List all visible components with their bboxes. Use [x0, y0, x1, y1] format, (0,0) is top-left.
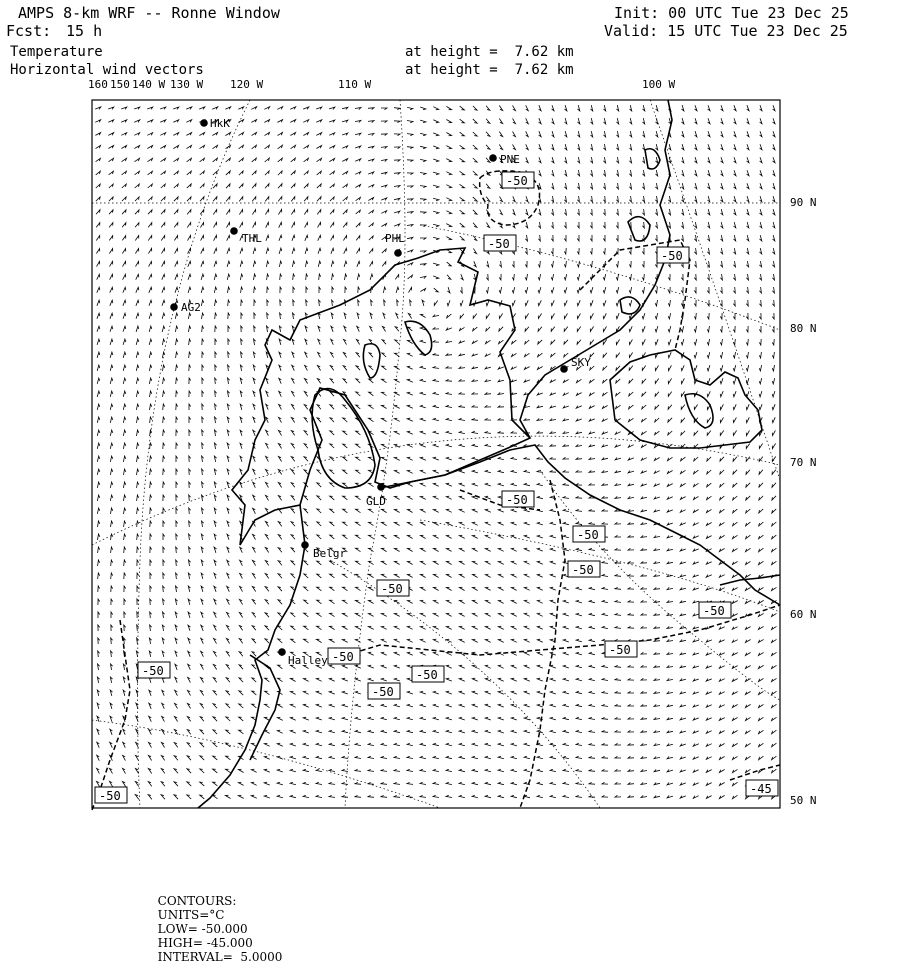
contour-legend [150, 880, 296, 964]
lon-label-110: 110 W [338, 78, 372, 91]
station-gld-label: GLD [366, 495, 386, 508]
contour-label-15-text: -45 [750, 782, 772, 796]
contour-label-8 [699, 602, 731, 618]
graticule-ring-inner [92, 720, 440, 808]
contour-label-13-text: -50 [372, 685, 394, 699]
graticule [92, 100, 780, 808]
contour-label-4-text: -50 [506, 493, 528, 507]
station-ag2-label: AG2 [181, 301, 201, 314]
height-temperature: at height = 7.62 km [405, 44, 574, 60]
contour-label-3-text: -50 [661, 249, 683, 263]
station-phl-marker [394, 249, 402, 257]
lon-label-160: 160 [88, 78, 108, 91]
station-hkk-label: HkK [210, 117, 230, 130]
lat-label-90: 90 N [790, 196, 817, 209]
wind-vectors [95, 105, 776, 800]
plot-frame [92, 100, 780, 808]
graticule-lat-70 [92, 436, 780, 545]
field-temperature-label: Temperature [10, 44, 103, 60]
lon-label-130: 130 W [170, 78, 204, 91]
contour-label-5-text: -50 [577, 528, 599, 542]
contour-label-14 [95, 787, 127, 803]
station-hkk [200, 117, 230, 130]
contour-label-4 [502, 491, 534, 507]
contours-label: CONTOURS: [157, 894, 237, 908]
map-title: AMPS 8-km WRF -- Ronne Window [18, 4, 280, 22]
station-belgr-marker [301, 541, 309, 549]
contour-label-15 [746, 780, 778, 796]
contour-label-6 [568, 561, 600, 577]
wind-vector-field [95, 105, 776, 800]
lon-label-100: 100 W [642, 78, 676, 91]
station-pne-marker [489, 154, 497, 162]
lat-label-50: 50 N [790, 794, 817, 807]
station-belgr-label: Belgr [313, 547, 347, 560]
coastline [198, 100, 780, 808]
station-sky [560, 356, 591, 373]
contour-label-13 [368, 683, 400, 699]
station-gld [366, 483, 386, 508]
contour-label-5 [573, 526, 605, 542]
graticule-ring-3 [540, 470, 780, 700]
lon-label-120: 120 W [230, 78, 264, 91]
east-coast-mainland [520, 100, 672, 438]
station-thl-marker [230, 227, 238, 235]
contour-label-2-text: -50 [488, 237, 510, 251]
field-wind-label: Horizontal wind vectors [10, 62, 204, 78]
contour-label-10 [328, 648, 360, 664]
coats-land-coast [720, 575, 780, 585]
temperature-contours [92, 171, 780, 810]
contour-label-7 [377, 580, 409, 596]
contour-label-2 [484, 235, 516, 251]
station-pne-label: PNE [500, 153, 520, 166]
station-gld-marker [377, 483, 385, 491]
east-islands [620, 149, 660, 314]
station-thl [230, 227, 262, 245]
graticule-lon-120 [138, 100, 251, 808]
init-time: Init: 00 UTC Tue 23 Dec 25 [614, 4, 849, 22]
contour-label-14-text: -50 [99, 789, 121, 803]
graticule-lon-110 [345, 100, 405, 808]
station-hkk-marker [200, 119, 208, 127]
station-halley-label: Halley [288, 654, 328, 667]
contour-label-3 [657, 247, 689, 263]
contour-label-layer [95, 172, 778, 803]
station-phl-label: PHL [385, 232, 405, 245]
station-sky-marker [560, 365, 568, 373]
contour-label-12 [412, 666, 444, 682]
station-ag2 [170, 301, 201, 314]
contour-label-10-text: -50 [332, 650, 354, 664]
contour-label-6-text: -50 [572, 563, 594, 577]
lat-label-70: 70 N [790, 456, 817, 469]
contour-minus50-b [92, 620, 130, 810]
contours-units: UNITS=°C [157, 908, 225, 922]
station-pne [489, 153, 520, 166]
contour-label-11-text: -50 [142, 664, 164, 678]
lon-label-150: 150 [110, 78, 130, 91]
graticule-lat-80 [420, 225, 780, 330]
contour-label-7-text: -50 [381, 582, 403, 596]
contours-low: LOW= -50.000 [157, 922, 248, 936]
korff-ice-rise [363, 344, 380, 378]
valid-time: Valid: 15 UTC Tue 23 Dec 25 [604, 22, 848, 40]
lat-label-60: 60 N [790, 608, 817, 621]
height-wind: at height = 7.62 km [405, 62, 574, 78]
station-ag2-marker [170, 303, 178, 311]
contour-label-9-text: -50 [609, 643, 631, 657]
lon-label-140: 140 W [132, 78, 166, 91]
contour-label-1 [502, 172, 534, 188]
station-halley-marker [278, 648, 286, 656]
contour-label-11 [138, 662, 170, 678]
contour-label-1-text: -50 [506, 174, 528, 188]
station-thl-label: THL [242, 232, 262, 245]
station-phl [385, 232, 405, 257]
contour-label-9 [605, 641, 637, 657]
station-sky-label: SKY [571, 356, 591, 369]
henry-ice-rise [405, 321, 432, 355]
station-halley [278, 648, 328, 667]
contour-label-8-text: -50 [703, 604, 725, 618]
forecast-label: Fcst: [6, 22, 52, 40]
contours-high: HIGH= -45.000 [157, 936, 253, 950]
ice-rise-east [685, 394, 713, 428]
station-belgr [301, 541, 346, 560]
contour-label-12-text: -50 [416, 668, 438, 682]
forecast-hour: 15 h [66, 22, 103, 40]
lat-label-80: 80 N [790, 322, 817, 335]
contours-interval: INTERVAL= 5.0000 [157, 950, 283, 964]
